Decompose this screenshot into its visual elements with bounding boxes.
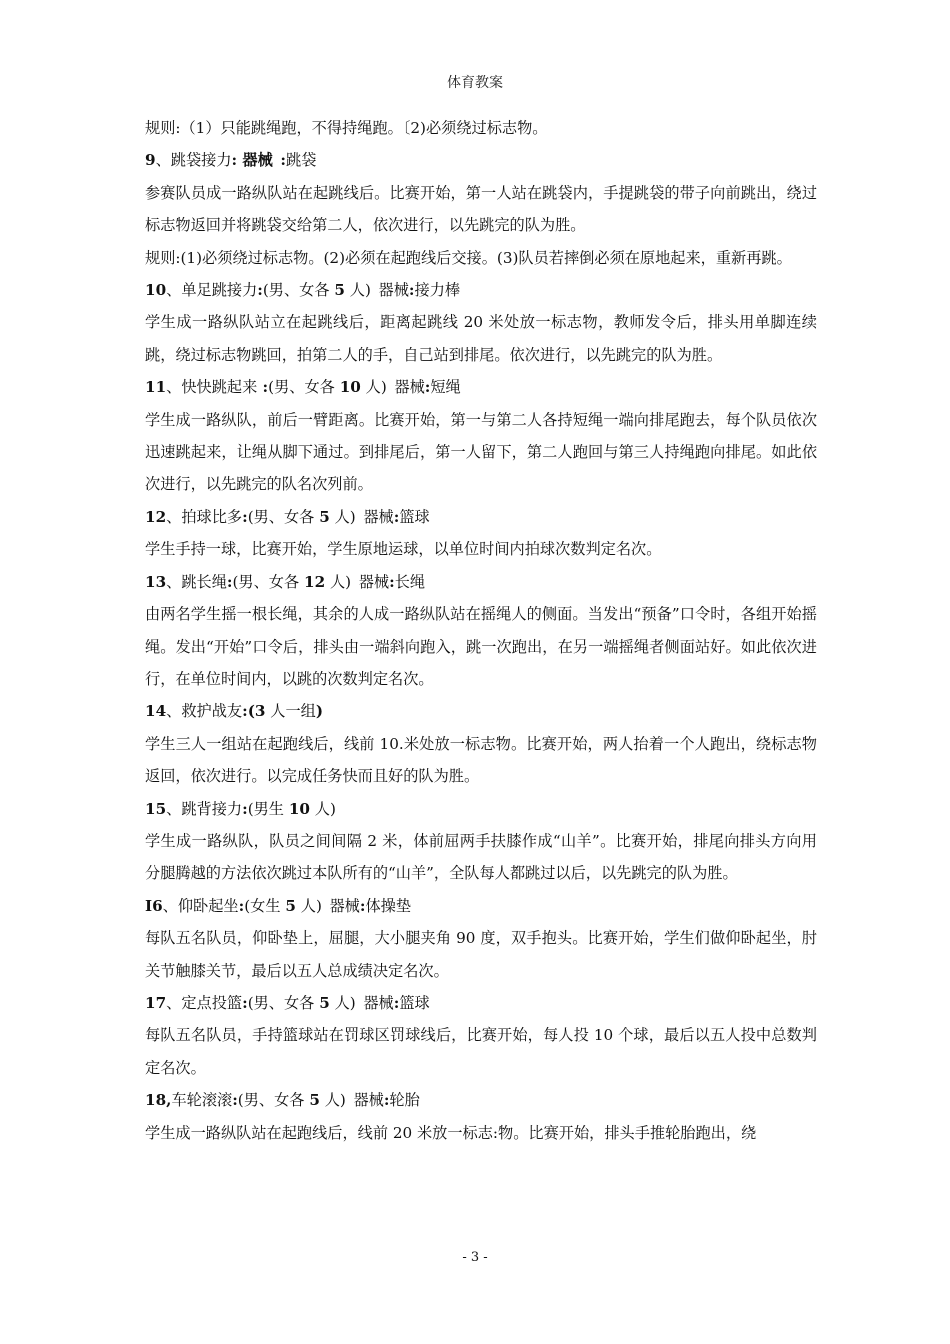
paragraph: 学生手持一球，比赛开始，学生原地运球，以单位时间内拍球次数判定名次。 (145, 540, 662, 559)
section-heading-16: I6、仰卧起坐:(女生 5 人) 器械:体操垫 (145, 896, 412, 915)
paragraph: 学生成一路纵队，前后一臂距离。比赛开始，第一与第二人各持短绳一端向排尾跑去，每个队员依次迅速跳起来，让绳从脚下通过。到排尾后，第一人留下，第二人跑回与第三人持绳跑向排尾。如此依次进行，以先跳完的队名次列前。 (145, 410, 817, 494)
paragraph: 学生成一路纵队，队员之间间隔 2 米，体前屈两手扶膝作成“山羊”。比赛开始，排尾向排头方向用分腿腾越的方法依次跳过本队所有的“山羊”，全队每人都跳过以后，以先跳完的队为胜。 (145, 831, 817, 883)
paragraph: 参赛队员成一路纵队站在起跳线后。比赛开始，第一人站在跳袋内，手提跳袋的带子向前跳出，绕过标志物返回并将跳袋交给第二人，依次进行，以先跳完的队为胜。 (145, 183, 817, 235)
document-body (145, 112, 817, 1149)
section-heading-12: 12、拍球比多:(男、女各 5 人) 器械:篮球 (145, 507, 430, 526)
section-heading-15: 15、跳背接力:(男生 10 人) (145, 799, 336, 818)
paragraph: 学生成一路纵队站立在起跳线后，距离起跳线 20 米处放一标志物，教师发令后，排头用单脚连续跳，绕过标志物跳回，拍第二人的手，自己站到排尾。依次进行，以先跳完的队为胜。 (145, 313, 817, 364)
paragraph: 每队五名队员，手持篮球站在罚球区罚球线后，比赛开始，每人投 10 个球，最后以五人投中总数判定名次。 (145, 1026, 817, 1077)
page-number: - 3 - (462, 1250, 488, 1265)
paragraph: 学生成一路纵队站在起跑线后，线前 20 米放一标志:物。比赛开始，排头手推轮胎跑出，绕 (145, 1123, 757, 1142)
paragraph: 规则:(1)必须绕过标志物。(2)必须在起跑线后交接。(3)队员若摔倒必须在原地起来，重新再跳。 (145, 248, 792, 267)
page-header: 体育教案 (447, 75, 503, 91)
paragraph: 每队五名队员，仰卧垫上，屈腿，大小腿夹角 90 度，双手抱头。比赛开始，学生们做仰卧起坐，肘关节触膝关节，最后以五人总成绩决定名次。 (145, 929, 817, 980)
section-heading-9: 9、跳袋接力: 器械 :跳袋 (145, 151, 317, 170)
section-heading-17: 17、定点投篮:(男、女各 5 人) 器械:篮球 (145, 993, 430, 1012)
paragraph: 学生三人一组站在起跑线后，线前 10.米处放一标志物。比赛开始，两人抬着一个人跑出，绕标志物返回，依次进行。以完成任务快而且好的队为胜。 (145, 734, 817, 786)
section-heading-11: 11、快快跳起来 :(男、女各 10 人) 器械:短绳 (145, 378, 461, 397)
section-heading-14: 14、救护战友:(3 人一组) (145, 702, 324, 721)
section-heading-18: 18,车轮滚滚:(男、女各 5 人) 器械:轮胎 (145, 1091, 420, 1110)
section-heading-13: 13、跳长绳:(男、女各 12 人) 器械:长绳 (145, 572, 426, 591)
section-heading-10: 10、单足跳接力:(男、女各 5 人) 器械:接力棒 (145, 281, 461, 300)
paragraph: 规则:（1）只能跳绳跑，不得持绳跑。〔2)必须绕过标志物。 (145, 119, 548, 137)
paragraph: 由两名学生摇一根长绳，其余的人成一路纵队站在摇绳人的侧面。当发出“预备”口令时，各组开始摇绳。发出“开始”口令后，排头由一端斜向跑入，跳一次跑出，在另一端摇绳者侧面站好。如此依次进行，在单位时间内，以跳的次数判定名次。 (145, 605, 817, 688)
